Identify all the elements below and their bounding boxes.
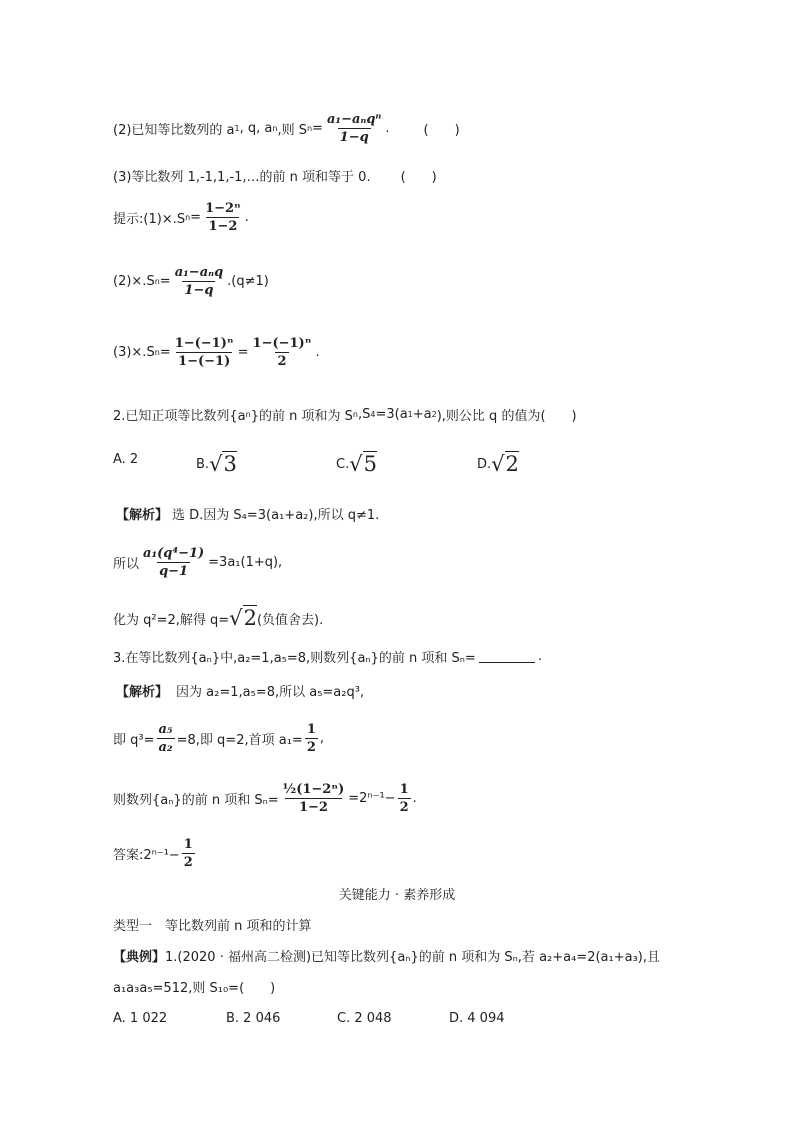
example-option-c[interactable]: C. 2 048 [337, 1011, 392, 1026]
problem-2-line: 2.已知正项等比数列{a n }的前 n 项和为 S n ,S 4 =3(a 1 +a 2 ),则公比 q 的值为( ) [113, 407, 577, 424]
hint1-fraction [203, 201, 243, 234]
answer-half [182, 837, 195, 870]
analysis-3-l2-end: , [319, 731, 324, 746]
option-a-label: A. 2 [113, 452, 139, 467]
analysis-3-l2-numerator: a₅ [158, 722, 173, 737]
problem-3-line [113, 647, 542, 666]
analysis-2-text-1: 选 D.因为 S₄=3(a₁+a₂),所以 q≠1. [172, 508, 380, 523]
p2-text-1: 2.已知正项等比数列{a [113, 409, 246, 424]
q2-fraction [325, 112, 383, 145]
analysis-3-l2-half-den: 2 [306, 740, 316, 755]
hint-2-line: (2)×.S n = $\frac{\text{a₁−aₙq}}{1-q}$ .(q≠1) [113, 265, 269, 298]
analysis-3-l3-denominator: 1−2 [285, 798, 342, 815]
example-option-d[interactable]: D. 4 094 [449, 1011, 505, 1026]
question-3-line [113, 166, 437, 185]
analysis-2-so: 所以 [113, 557, 140, 572]
analysis-3-l3-half-num: 1 [399, 782, 409, 797]
p2-text-5: +a [412, 407, 432, 422]
analysis-2-text-3: 化为 q²=2,解得 q= [113, 612, 230, 628]
hint3-denominator-2: 2 [277, 354, 287, 369]
example-line-2 [113, 977, 275, 996]
option-d[interactable] [477, 452, 519, 476]
hint3-fraction-2 [251, 336, 314, 369]
analysis-2-line-3 [113, 606, 323, 630]
hint-1-line: 提示:(1)×.S n = $\frac{\text{1−2ⁿ}}{1-2}$ . [113, 201, 249, 234]
analysis-3-l3-mid: =2ⁿ⁻¹− [348, 791, 396, 806]
section-title [0, 884, 794, 903]
analysis-2-radicand: 2 [243, 606, 257, 630]
analysis-2-numerator: a₁(q⁴−1) [143, 546, 205, 561]
hint1-end: . [244, 210, 249, 225]
option-d-label: D. [477, 456, 492, 472]
answer-half-num: 1 [183, 837, 193, 852]
q3-answer-paren: ( ) [400, 170, 437, 185]
analysis-2-denominator: q−1 [159, 564, 189, 579]
hint2-fraction [173, 265, 225, 298]
q2-denominator: 1−q [339, 130, 369, 145]
analysis-3-l3-fraction [281, 782, 347, 815]
hint2-suffix: .(q≠1) [227, 274, 269, 289]
hint2-eq: = [159, 274, 171, 289]
analysis-3-line-2 [113, 722, 324, 755]
q2-end: . [385, 121, 390, 136]
analysis-2-line-1 [116, 504, 379, 523]
p2-text-4: =3(a [375, 407, 408, 422]
analysis-3-l2-denominator: a₂ [158, 740, 173, 755]
analysis-3-line-3 [113, 782, 417, 815]
hint3-eq2: = [237, 345, 249, 360]
answer-half-den: 2 [183, 855, 193, 870]
option-c-label: C. [336, 456, 350, 472]
answer-blank[interactable] [479, 650, 535, 663]
option-b-radicand: 3 [223, 452, 237, 476]
q2-answer-paren: ( ) [423, 123, 460, 138]
hint-prefix: 提示:(1)×.S [113, 212, 186, 227]
analysis-2-line-2 [113, 546, 282, 579]
option-c-radicand: 5 [363, 452, 377, 476]
analysis-tag: 【解析】 [116, 508, 169, 523]
analysis-3-l2-prefix: 即 q³= [113, 733, 155, 748]
hint3-fraction-1 [173, 336, 236, 369]
example-text-2: a₁a₃a₅=512,则 S₁₀=( ) [113, 981, 276, 996]
analysis-2-rhs: =3a₁(1+q), [208, 555, 283, 570]
p2-text-3: ,S [357, 407, 371, 422]
analysis-3-l3-numerator: ½(1−2ⁿ) [282, 782, 345, 797]
hint3-numerator-1: 1−(−1)ⁿ [174, 336, 234, 351]
analysis-3-line-1 [116, 681, 364, 700]
analysis-3-l2-fraction [157, 722, 175, 755]
hint1-denominator: 1−2 [208, 219, 238, 234]
section-title-text: 关键能力 · 素养形成 [338, 888, 456, 903]
example-tag: 【典例】 [113, 950, 166, 965]
hint1-eq: = [190, 210, 202, 225]
example-option-a[interactable]: A. 1 022 [113, 1011, 168, 1026]
hint3-eq: = [159, 345, 171, 360]
p2-text-6: ),则公比 q 的值为( ) [436, 409, 577, 424]
analysis-3-l3-half [398, 782, 411, 815]
sqrt-icon: √5 [349, 452, 377, 476]
option-c[interactable] [336, 452, 377, 476]
hint3-numerator-2: 1−(−1)ⁿ [252, 336, 312, 351]
analysis-3-l3-prefix: 则数列{aₙ}的前 n 项和 Sₙ= [113, 793, 279, 808]
q2-numerator: a₁−aₙqⁿ [326, 112, 382, 127]
type-heading [113, 915, 312, 934]
q2-vars: , q, a [239, 121, 273, 136]
analysis-2-fraction [141, 546, 206, 579]
analysis-3-l2-half [305, 722, 318, 755]
example-text-1: 1.(2020 · 福州高二检测)已知等比数列{aₙ}的前 n 项和为 Sₙ,若 a₂+a₄=2(a₁+a₃),且 [165, 950, 660, 965]
hint3-prefix: (3)×.S [113, 345, 155, 360]
analysis-2-text-3-end: (负值舍去). [256, 612, 324, 628]
hint1-numerator: 1−2ⁿ [205, 201, 241, 216]
type-heading-text: 类型一 等比数列前 n 项和的计算 [113, 919, 312, 934]
answer-prefix: 答案:2ⁿ⁻¹− [113, 848, 180, 863]
hint-3-line: (3)×.S n = $\frac{\text{1−(−1)ⁿ}}{1-(-1)}$ = $\frac{\text{1−(−1)ⁿ}}{2}$ . [113, 336, 320, 369]
example-options [113, 1011, 505, 1026]
example-line-1 [113, 946, 660, 965]
option-a[interactable] [113, 452, 138, 467]
q2-then: ,则 S [277, 123, 307, 138]
hint3-end: . [315, 345, 320, 360]
hint2-denominator: 1−q [184, 283, 214, 298]
analysis-3-l2-mid: =8,即 q=2,首项 a₁= [176, 733, 303, 748]
p2-text-2: }的前 n 项和为 S [250, 409, 353, 424]
option-d-radicand: 2 [505, 452, 519, 476]
example-option-b[interactable]: B. 2 046 [226, 1011, 281, 1026]
answer-line [113, 837, 197, 870]
analysis-3-l2-half-num: 1 [306, 722, 316, 737]
question-2-line: (2)已知等比数列的 a 1 , q, a n ,则 S n = $\frac{\text{a₁−aₙqⁿ}}{1-q}$ . ( ) [113, 112, 460, 145]
analysis-tag: 【解析】 [116, 685, 169, 700]
q3-text: (3)等比数列 1,-1,1,-1,…的前 n 项和等于 0. [113, 170, 371, 185]
p3-end: . [537, 649, 542, 664]
hint2-prefix: (2)×.S [113, 274, 155, 289]
analysis-3-l3-end: . [412, 791, 417, 806]
option-b[interactable] [196, 452, 237, 476]
analysis-3-text-1: 因为 a₂=1,a₅=8,所以 a₅=a₂q³, [176, 685, 365, 700]
analysis-3-l3-half-den: 2 [399, 800, 409, 815]
hint2-numerator: a₁−aₙq [174, 265, 224, 280]
q2-prefix: (2)已知等比数列的 a [113, 123, 235, 138]
p3-text: 3.在等比数列{aₙ}中,a₂=1,a₅=8,则数列{aₙ}的前 n 项和 Sₙ= [113, 651, 476, 666]
sqrt-icon: √3 [209, 452, 237, 476]
hint3-denominator-1: 1−(−1) [178, 354, 231, 369]
q2-eq: = [312, 121, 323, 136]
sqrt-icon: √2 [229, 606, 257, 630]
option-b-label: B. [196, 456, 210, 472]
sqrt-icon: √2 [491, 452, 519, 476]
